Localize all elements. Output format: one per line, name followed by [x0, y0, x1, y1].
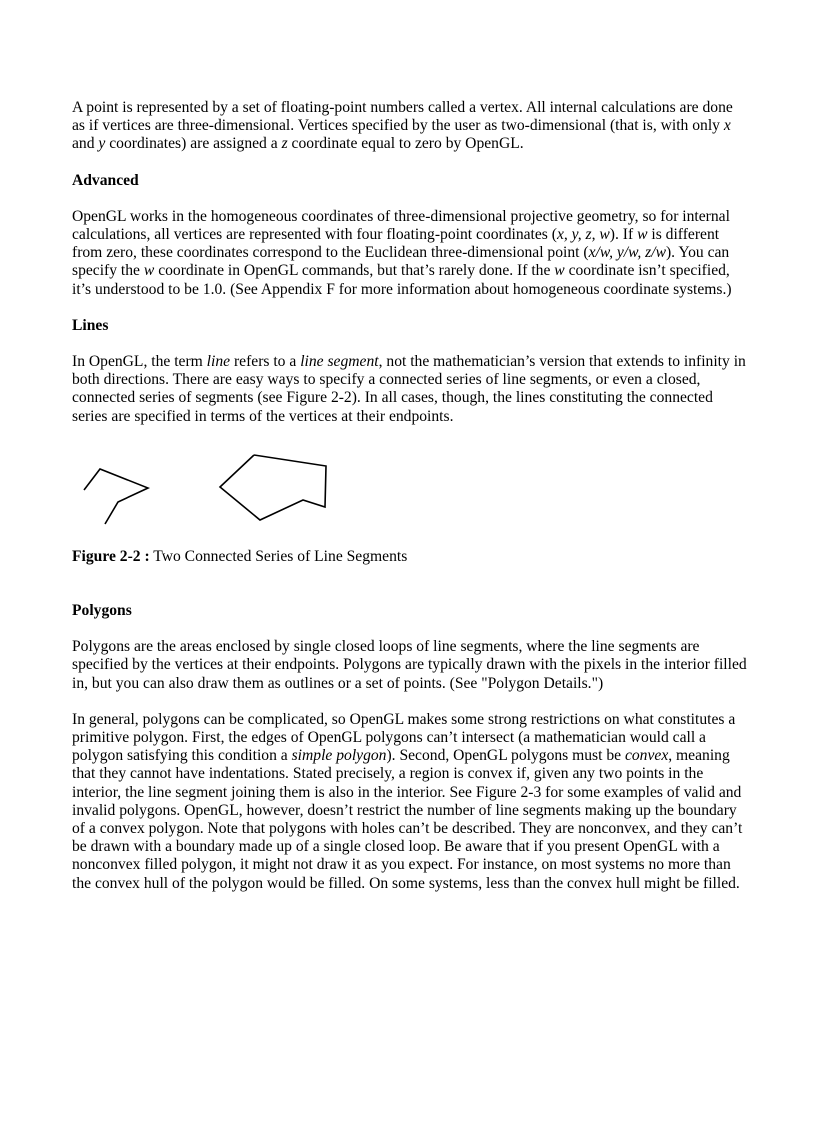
polygons-paragraph-1: Polygons are the areas enclosed by single closed loops of line segments, where the line segments are specified by the vertices at their endpoints. Polygons are typically drawn with the pixels in the interior filled in, but you can also draw them as outlines or a set of points. (See "Polygon Details.") — [72, 638, 747, 692]
polygons-paragraph-2: In general, polygons can be complicated, so OpenGL makes some strong restrictions on what constitutes a primitive polygon. First, the edges of OpenGL polygons can’t intersect (a mathematician would call a polygon satisfying this condition a simple polygon). Second, OpenGL polygons must be convex, meaning that they cannot have indentations. Stated precisely, a region is convex if, given any two points in the interior, the line segment joining them is also in the interior. See Figure 2-3 for some examples of valid and invalid polygons. OpenGL, however, doesn’t restrict the number of line segments making up the boundary of a convex polygon. Note that polygons with holes can’t be described. They are nonconvex, and they can’t be drawn with a boundary made up of a single closed loop. Be aware that if you present OpenGL with a nonconvex filled polygon, it might not draw it as you expect. For instance, on most systems no more than the convex hull of the polygon would be filled. On some systems, less than the convex hull might be filled. — [72, 710, 743, 892]
lines-heading: Lines — [72, 316, 109, 334]
figure-2-2 — [72, 436, 747, 548]
document-page — [72, 99, 747, 893]
advanced-heading: Advanced — [72, 171, 139, 189]
advanced-paragraph: OpenGL works in the homogeneous coordinates of three-dimensional projective geometry, so for internal calculations, all vertices are represented with four floating-point coordinates (x, y, z, w). If w is different from zero, these coordinates correspond to the Euclidean three-dimensional point (x/w, y/w, z/w). You can specify the w coordinate in OpenGL commands, but that’s rarely done. If the w coordinate isn’t specified, it’s understood to be 1.0. (See Appendix F for more information about homogeneous coordinate systems.) — [72, 207, 732, 298]
lines-paragraph: In OpenGL, the term line refers to a line segment, not the mathematician’s version that extends to infinity in both directions. There are easy ways to specify a connected series of line segments, or even a closed, connected series of segments (see Figure 2-2). In all cases, though, the lines constituting the connected series are specified in terms of the vertices at their endpoints. — [72, 353, 746, 425]
figure-2-2-drawing — [72, 436, 372, 548]
open-line-strip — [84, 469, 148, 524]
intro-paragraph: A point is represented by a set of floating-point numbers called a vertex. All internal calculations are done as if vertices are three-dimensional. Vertices specified by the user as two-dimensional (that is, with only x and y coordinates) are assigned a z coordinate equal to zero by OpenGL. — [72, 99, 733, 153]
polygons-heading: Polygons — [72, 602, 132, 620]
closed-line-loop — [220, 455, 326, 520]
figure-caption: Figure 2-2 : Two Connected Series of Line Segments — [72, 547, 408, 565]
